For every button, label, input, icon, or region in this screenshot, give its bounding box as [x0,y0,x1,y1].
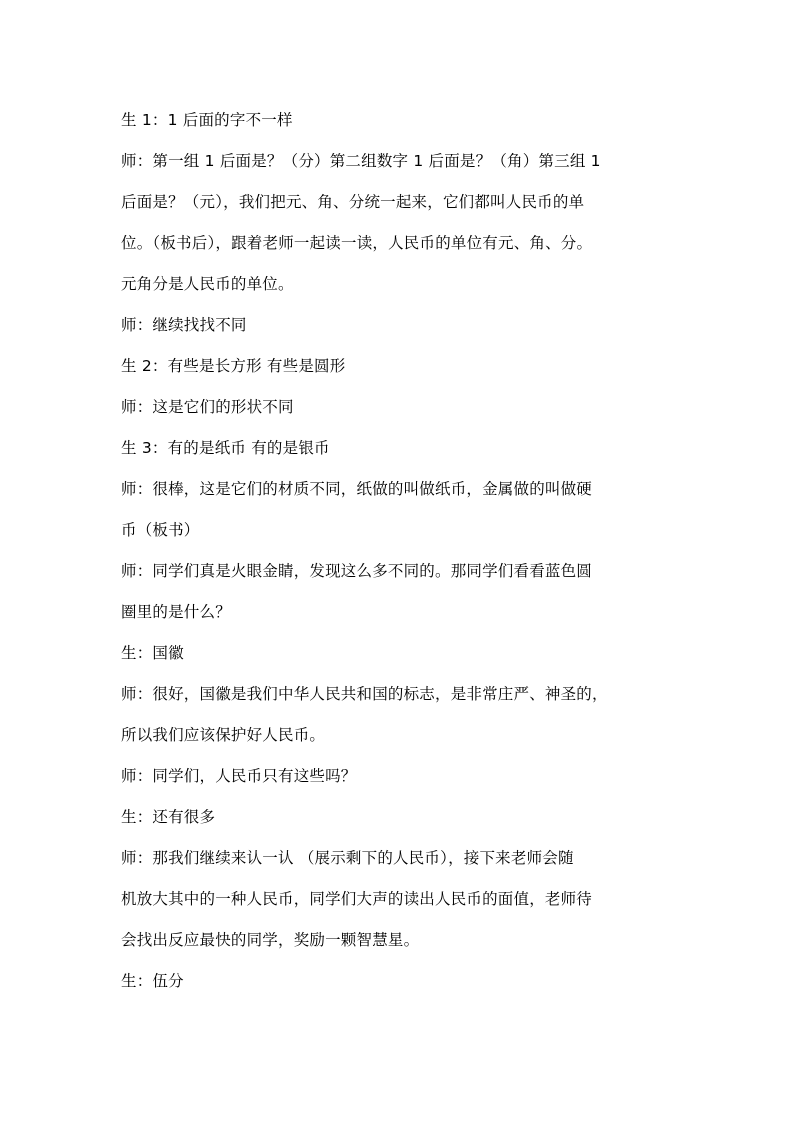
text-line: 生：还有很多 [121,808,216,826]
text-line: 币（板书） [121,521,200,539]
text-line: 会找出反应最快的同学，奖励一颗智慧星。 [121,931,420,949]
text-line: 师：继续找找不同 [121,316,247,334]
text-line: 元角分是人民币的单位。 [121,275,294,293]
text-line: 机放大其中的一种人民币，同学们大声的读出人民币的面值，老师待 [121,890,593,908]
text-line: 位。（板书后），跟着老师一起读一读，人民币的单位有元、角、分。 [121,234,593,252]
text-line: 师：同学们真是火眼金睛，发现这么多不同的。那同学们看看蓝色圆 [121,562,593,580]
text-line: 师：同学们，人民币只有这些吗？ [121,767,357,785]
text-line: 师：那我们继续来认一认 （展示剩下的人民币），接下来老师会随 [121,849,574,867]
text-line: 生 1：1 后面的字不一样 [121,111,293,129]
text-line: 生 3：有的是纸币 有的是银币 [121,439,330,457]
text-line: 师：很好，国徽是我们中华人民共和国的标志，是非常庄严、神圣的， [121,685,608,703]
text-line: 师：第一组 1 后面是？（分）第二组数字 1 后面是？（角）第三组 1 [121,152,601,170]
text-line: 生：国徽 [121,644,184,662]
text-line: 生：伍分 [121,972,184,990]
text-line: 师：这是它们的形状不同 [121,398,294,416]
document-body [121,100,681,1002]
text-line: 生 2：有些是长方形 有些是圆形 [121,357,346,375]
text-line: 师：很棒，这是它们的材质不同，纸做的叫做纸币，金属做的叫做硬 [121,480,593,498]
text-line: 后面是？（元），我们把元、角、分统一起来，它们都叫人民币的单 [121,193,585,211]
text-line: 所以我们应该保护好人民币。 [121,726,326,744]
text-line: 圈里的是什么？ [121,603,231,621]
